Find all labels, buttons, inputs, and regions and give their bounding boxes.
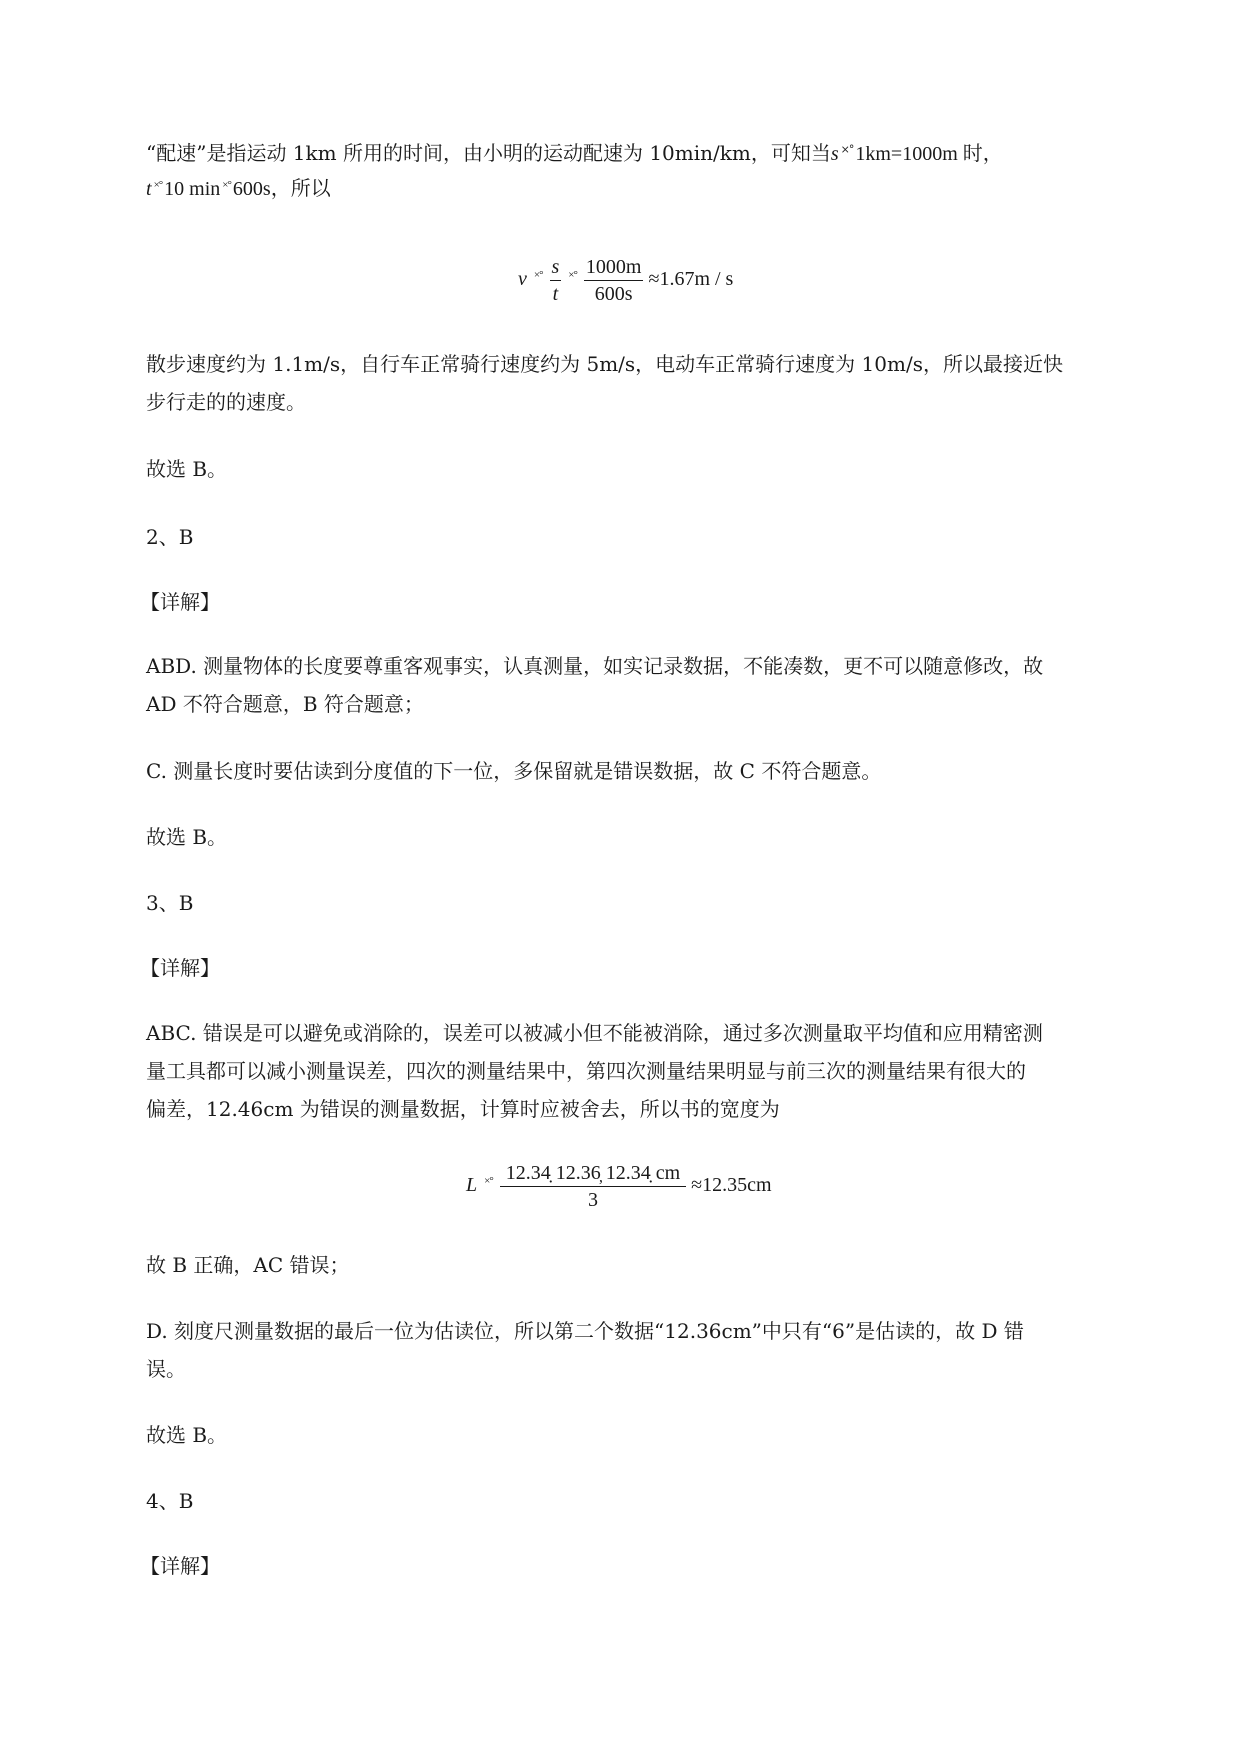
denominator: t <box>552 283 559 305</box>
paragraph-q2-abd-line1: ABD. 测量物体的长度要尊重客观事实，认真测量，如实记录数据，不能凑数，更不可以随意修改，故 <box>146 654 1044 678</box>
text: 600s，所以 <box>232 178 331 200</box>
text: 10 min <box>164 178 221 200</box>
garbled-equals-glyph: ×° <box>222 179 231 191</box>
garbled-equals-glyph: ×° <box>484 1175 493 1188</box>
detail-heading-q3: 【详解】 <box>140 956 220 980</box>
paragraph-speeds-line2: 步行走的的速度。 <box>146 390 306 414</box>
choice-statement-q3: 故选 B。 <box>146 1423 228 1447</box>
fraction-average <box>500 1160 686 1213</box>
paragraph-q2-c: C. 测量长度时要估读到分度值的下一位，多保留就是错误数据，故 C 不符合题意。 <box>146 759 882 783</box>
numerator: 1000m <box>584 254 644 281</box>
paragraph-q3-abc-line2: 量工具都可以减小测量误差，四次的测量结果中，第四次测量结果明显与前三次的测量结果有很大的 <box>146 1059 1026 1083</box>
choice-statement: 故选 B。 <box>146 457 228 481</box>
paragraph-q3-d-line1: D. 刻度尺测量数据的最后一位为估读位，所以第二个数据“12.36cm”中只有“6”是估读的，故 D 错 <box>146 1319 1024 1343</box>
paragraph-speeds-line1: 散步速度约为 1.1m/s，自行车正常骑行速度约为 5m/s，电动车正常骑行速度为 10m/s，所以最接近快 <box>146 352 1063 376</box>
answer-q4: 4、B <box>146 1489 194 1513</box>
math-var-s: s <box>830 143 839 165</box>
paragraph-q3-result: 故 B 正确，AC 错误； <box>146 1253 350 1277</box>
answer-q3: 3、B <box>146 891 194 915</box>
garbled-equals-glyph: ×° <box>153 179 163 191</box>
fraction-s-over-t <box>550 254 562 307</box>
numerator: 12.34̣ 12.36̦ 12.34̣ cm <box>500 1160 686 1187</box>
paragraph-q3-abc-line1: ABC. 错误是可以避免或消除的，误差可以被减小但不能被消除，通过多次测量取平均值和应用精密测 <box>146 1021 1043 1045</box>
fraction-1000m-over-600s <box>584 254 644 307</box>
denominator: 3 <box>587 1189 598 1211</box>
equation-result: ≈12.35cm <box>691 1174 772 1197</box>
equation-average-width <box>466 1160 772 1213</box>
garbled-equals-glyph: ×° <box>533 269 543 282</box>
detail-heading-q4: 【详解】 <box>140 1554 220 1578</box>
answer-q2: 2、B <box>146 525 194 549</box>
math-var-t: t <box>146 178 152 200</box>
detail-heading-q2: 【详解】 <box>140 590 220 614</box>
paragraph-pace-line2 <box>146 176 331 205</box>
text: 1km=1000m 时， <box>855 143 1003 165</box>
text: “配速”是指运动 1km 所用的时间，由小明的运动配速为 10min/km，可知当 <box>146 141 831 165</box>
numerator: s <box>550 254 562 281</box>
equation-speed <box>518 254 733 307</box>
paragraph-pace-line1 <box>146 140 1003 170</box>
choice-statement-q2: 故选 B。 <box>146 825 228 849</box>
paragraph-q3-abc-line3: 偏差，12.46cm 为错误的测量数据，计算时应被舍去，所以书的宽度为 <box>146 1097 780 1121</box>
denominator: 600s <box>594 283 633 305</box>
paragraph-q3-d-line2: 误。 <box>146 1357 186 1381</box>
math-var-v: v <box>518 268 527 291</box>
garbled-equals-glyph: ×° <box>840 143 854 156</box>
equation-result: ≈1.67m / s <box>648 268 734 291</box>
math-var-L: L <box>466 1174 478 1197</box>
garbled-equals-glyph: ×° <box>568 269 577 282</box>
paragraph-q2-abd-line2: AD 不符合题意，B 符合题意； <box>146 692 424 716</box>
